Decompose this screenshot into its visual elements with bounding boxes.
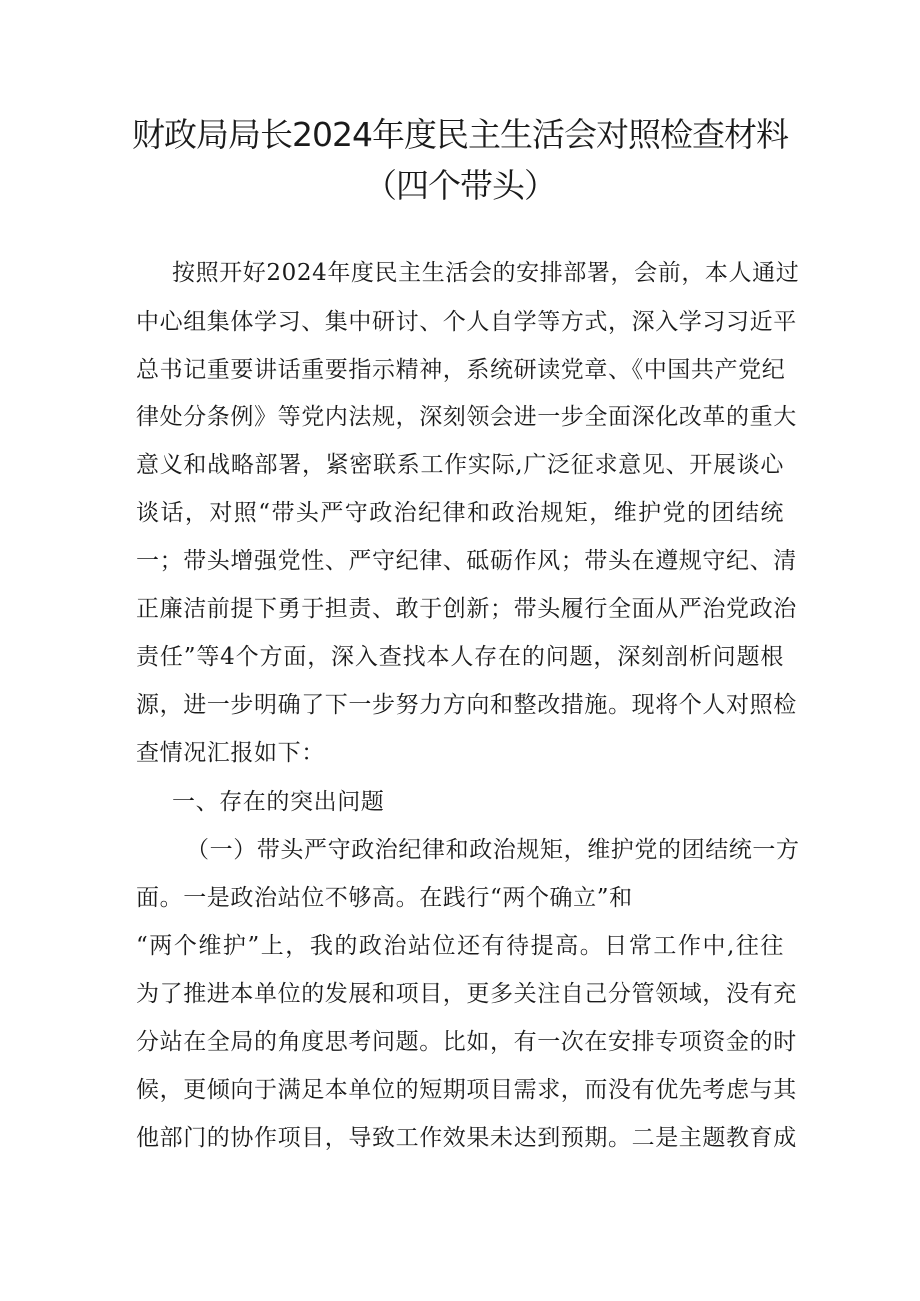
paragraph-line: 总书记重要讲话重要指示精神，系统研读党章、《中国共产党纪: [136, 357, 786, 383]
paragraph-line: 中心组集体学习、集中研讨、个人自学等方式，深入学习习近平: [136, 309, 797, 335]
paragraph-line: 律处分条例》等党内法规，深刻领会进一步全面深化改革的重大: [136, 404, 797, 430]
paragraph-line: （一）带头严守政治纪律和政治规矩，维护党的团结统一方: [186, 837, 800, 863]
paragraph-line: 面。一是政治站位不够高。在践行“两个确立”和: [136, 885, 633, 911]
paragraph-line: 意义和战略部署，紧密联系工作实际,广泛征求意见、开展谈心: [136, 452, 784, 478]
paragraph-line: 为了推进本单位的发展和项目，更多关注自己分管领域，没有充: [136, 981, 797, 1007]
paragraph-line: 按照开好2024年度民主生活会的安排部署，会前，本人通过: [172, 260, 800, 286]
document-subtitle: （四个带头）: [364, 166, 556, 205]
paragraph-line: 查情况汇报如下：: [136, 740, 325, 766]
paragraph-line: 他部门的协作项目，导致工作效果未达到预期。二是主题教育成: [136, 1125, 797, 1151]
paragraph-line: “两个维护”上，我的政治站位还有待提高。日常工作中,往往: [136, 933, 784, 959]
document-title: 财政局局长2024年度民主生活会对照检查材料: [132, 115, 788, 154]
paragraph-line: 分站在全局的角度思考问题。比如，有一次在安排专项资金的时: [136, 1029, 797, 1055]
section-heading: 一、存在的突出问题: [172, 789, 385, 815]
paragraph-line: 候，更倾向于满足本单位的短期项目需求，而没有优先考虑与其: [136, 1077, 797, 1103]
paragraph-line: 源，进一步明确了下一步努力方向和整改措施。现将个人对照检: [136, 692, 797, 718]
paragraph-line: 谈话，对照“带头严守政治纪律和政治规矩，维护党的团结统: [136, 500, 784, 526]
paragraph-line: 正廉洁前提下勇于担责、敢于创新；带头履行全面从严治党政治: [136, 596, 797, 622]
paragraph-line: 一；带头增强党性、严守纪律、砥砺作风；带头在遵规守纪、清: [136, 548, 797, 574]
paragraph-line: 责任”等4个方面，深入查找本人存在的问题，深刻剖析问题根: [136, 644, 784, 670]
